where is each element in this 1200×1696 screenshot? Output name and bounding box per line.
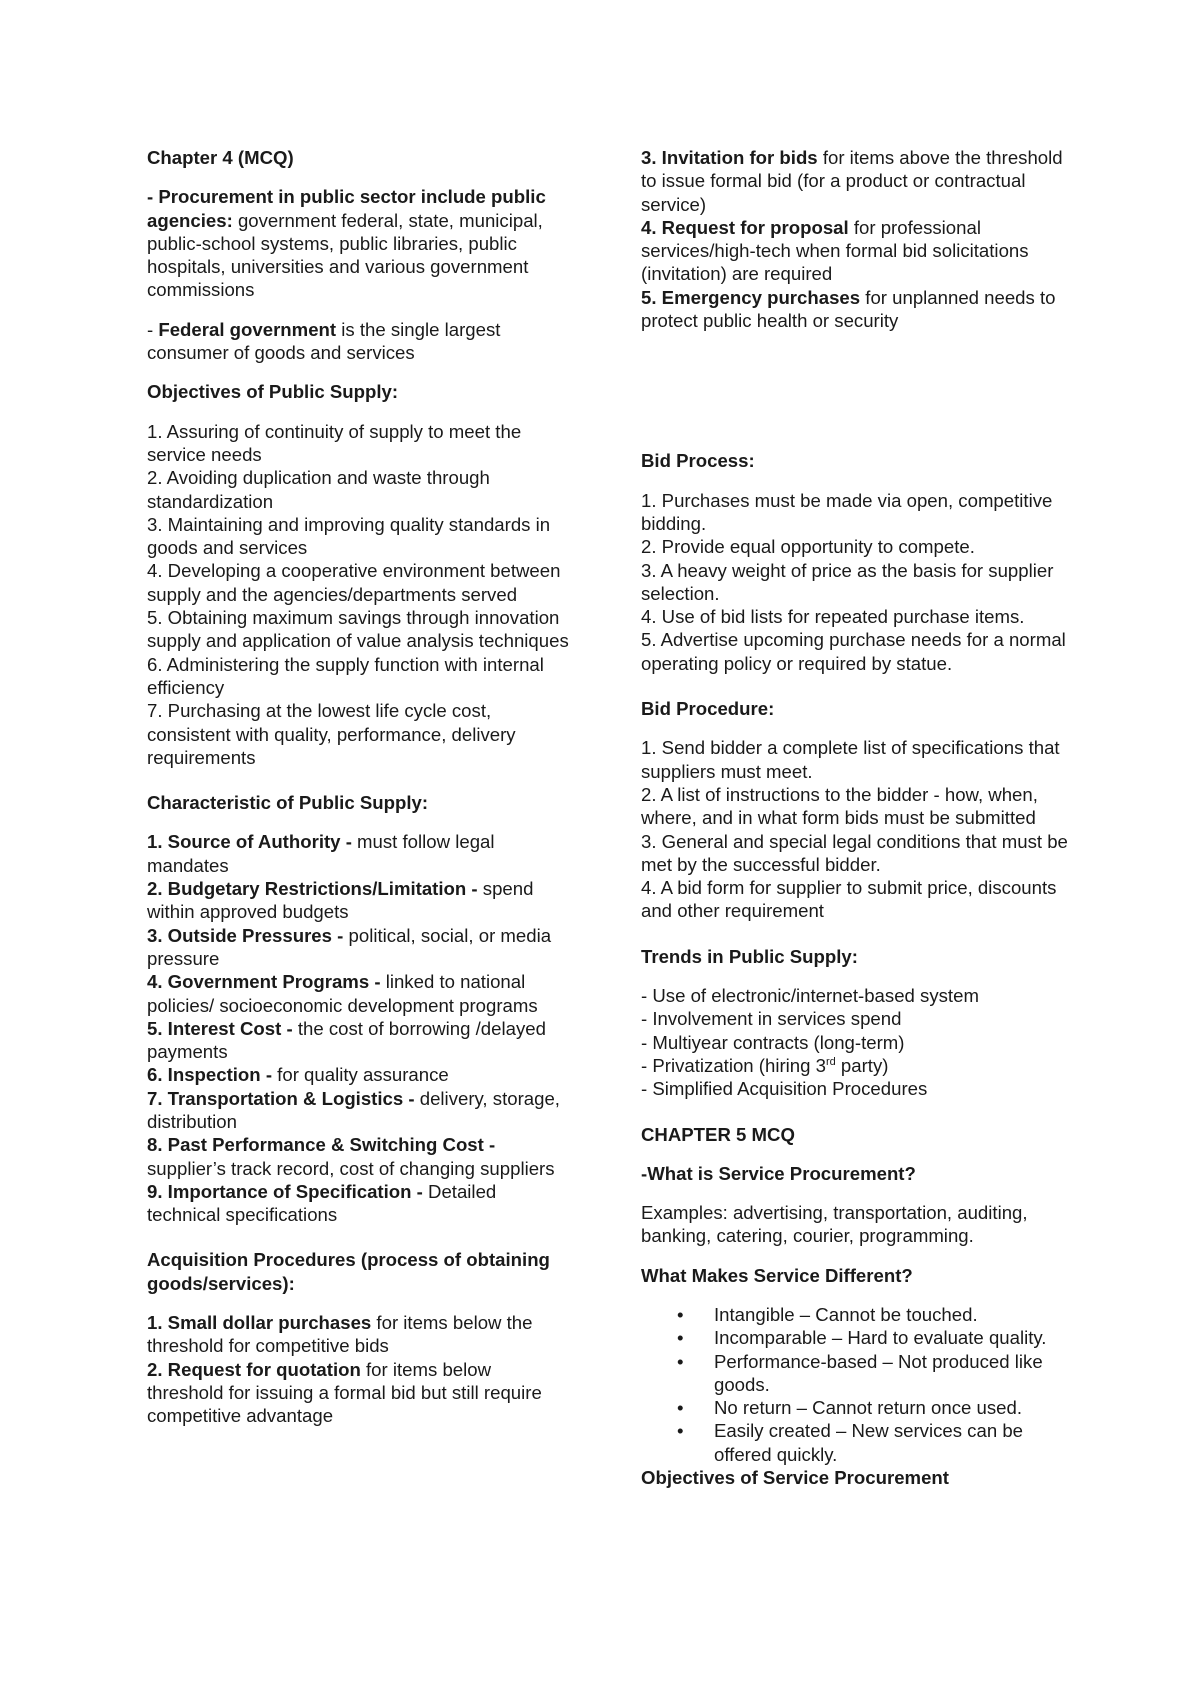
list-item: • No return – Cannot return once used.	[677, 1397, 1023, 1419]
list-item: 4. Government Programs - linked to national policies/ socioeconomic development programs	[147, 971, 538, 1016]
acquisition-list	[147, 1311, 572, 1427]
right-column	[641, 146, 1071, 1489]
list-item: - Privatization (hiring 3rd party)	[641, 1054, 889, 1076]
bullet-icon: •	[677, 1327, 684, 1349]
bid-procedure-heading: Bid Procedure:	[641, 698, 775, 720]
list-item: 7. Transportation & Logistics - delivery, storage, distribution	[147, 1087, 560, 1132]
list-item: 5. Emergency purchases for unplanned needs to protect public health or security	[641, 286, 1056, 332]
bullet-icon: •	[677, 1397, 684, 1419]
trends-list	[641, 984, 1071, 1100]
list-item: 1. Send bidder a complete list of specifications that suppliers must meet.	[641, 737, 1060, 782]
list-item: • Performance-based – Not produced like goods.	[677, 1350, 1043, 1395]
list-item: - Simplified Acquisition Procedures	[641, 1078, 928, 1100]
acquisition-heading: Acquisition Procedures (process of obtaining goods/services):	[147, 1249, 550, 1294]
list-item: 2. Avoiding duplication and waste through standardization	[147, 467, 490, 512]
objectives-list	[147, 420, 572, 769]
public-agencies-paragraph: - Procurement in public sector include public agencies: government federal, state, municipal, public-school systems, public libraries, public hospitals, universities and various government commissions	[147, 186, 546, 301]
list-item: • Intangible – Cannot be touched.	[677, 1303, 978, 1325]
service-different-heading: What Makes Service Different?	[641, 1264, 913, 1286]
list-item: 5. Interest Cost - the cost of borrowing /delayed payments	[147, 1017, 546, 1063]
chapter-4-title: Chapter 4 (MCQ)	[147, 147, 294, 168]
objectives-heading: Objectives of Public Supply:	[147, 381, 399, 403]
list-item: • Incomparable – Hard to evaluate quality.	[677, 1327, 1047, 1349]
service-procurement-question: -What is Service Procurement?	[641, 1162, 916, 1184]
service-objectives-heading: Objectives of Service Procurement	[641, 1467, 949, 1489]
bullet-icon: •	[677, 1303, 684, 1325]
list-item: 8. Past Performance & Switching Cost - supplier’s track record, cost of changing suppliers	[147, 1134, 555, 1179]
list-item: 1. Assuring of continuity of supply to meet the service needs	[147, 420, 522, 465]
list-item: 4. A bid form for supplier to submit price, discounts and other requirement	[641, 877, 1057, 922]
list-item: 1. Purchases must be made via open, competitive bidding.	[641, 489, 1053, 534]
list-item: - Use of electronic/internet-based system	[641, 985, 979, 1007]
bid-process-heading: Bid Process:	[641, 450, 755, 472]
list-item: • Easily created – New services can be offered quickly.	[677, 1420, 1024, 1465]
list-item: 6. Inspection - for quality assurance	[147, 1064, 449, 1086]
left-column	[147, 146, 572, 1428]
list-item: 3. A heavy weight of price as the basis for supplier selection.	[641, 559, 1054, 604]
list-item: 3. Invitation for bids for items above the threshold to issue formal bid (for a product or contractual service)	[641, 147, 1063, 215]
list-item: 2. Provide equal opportunity to compete.	[641, 536, 975, 558]
list-item: 6. Administering the supply function with internal efficiency	[147, 653, 544, 698]
list-item: 4. Use of bid lists for repeated purchase items.	[641, 606, 1025, 628]
list-item: 5. Obtaining maximum savings through innovation supply and application of value analysis techniques	[147, 607, 569, 652]
service-different-list	[641, 1303, 1071, 1466]
list-item: 7. Purchasing at the lowest life cycle cost, consistent with quality, performance, delivery requirements	[147, 700, 516, 768]
characteristics-heading: Characteristic of Public Supply:	[147, 792, 429, 814]
bid-process-list	[641, 489, 1071, 675]
list-item: 2. A list of instructions to the bidder - how, when, where, and in what form bids must be submitted	[641, 783, 1038, 829]
trends-heading: Trends in Public Supply:	[641, 945, 858, 967]
examples-paragraph: Examples: advertising, transportation, auditing, banking, catering, courier, programming.	[641, 1202, 1028, 1247]
federal-government-paragraph: - Federal government is the single largest consumer of goods and services	[147, 318, 501, 364]
list-item: 3. Outside Pressures - political, social, or media pressure	[147, 924, 552, 969]
list-item: 4. Developing a cooperative environment between supply and the agencies/departments served	[147, 560, 561, 605]
chapter-5-title: CHAPTER 5 MCQ	[641, 1123, 795, 1145]
list-item: 4. Request for proposal for professional services/high-tech when formal bid solicitations (invitation) are required	[641, 216, 1029, 285]
list-item: 3. Maintaining and improving quality standards in goods and services	[147, 513, 551, 559]
list-item: 9. Importance of Specification - Detailed technical specifications	[147, 1180, 497, 1226]
characteristics-list	[147, 830, 572, 1226]
bullet-icon: •	[677, 1420, 684, 1442]
list-item: 1. Small dollar purchases for items below the threshold for competitive bids	[147, 1312, 533, 1357]
list-item: 2. Budgetary Restrictions/Limitation - spend within approved budgets	[147, 878, 534, 923]
list-item: 5. Advertise upcoming purchase needs for a normal operating policy or required by statue.	[641, 629, 1066, 674]
bullet-icon: •	[677, 1350, 684, 1372]
list-item: 2. Request for quotation for items below threshold for issuing a formal bid but still require competitive advantage	[147, 1358, 542, 1427]
list-item: 3. General and special legal conditions that must be met by the successful bidder.	[641, 830, 1068, 875]
list-item: - Multiyear contracts (long-term)	[641, 1031, 905, 1053]
list-item: 1. Source of Authority - must follow legal mandates	[147, 831, 495, 876]
bid-procedure-list	[641, 736, 1071, 922]
list-item: - Involvement in services spend	[641, 1008, 902, 1030]
acquisition-list-continued	[641, 146, 1071, 332]
